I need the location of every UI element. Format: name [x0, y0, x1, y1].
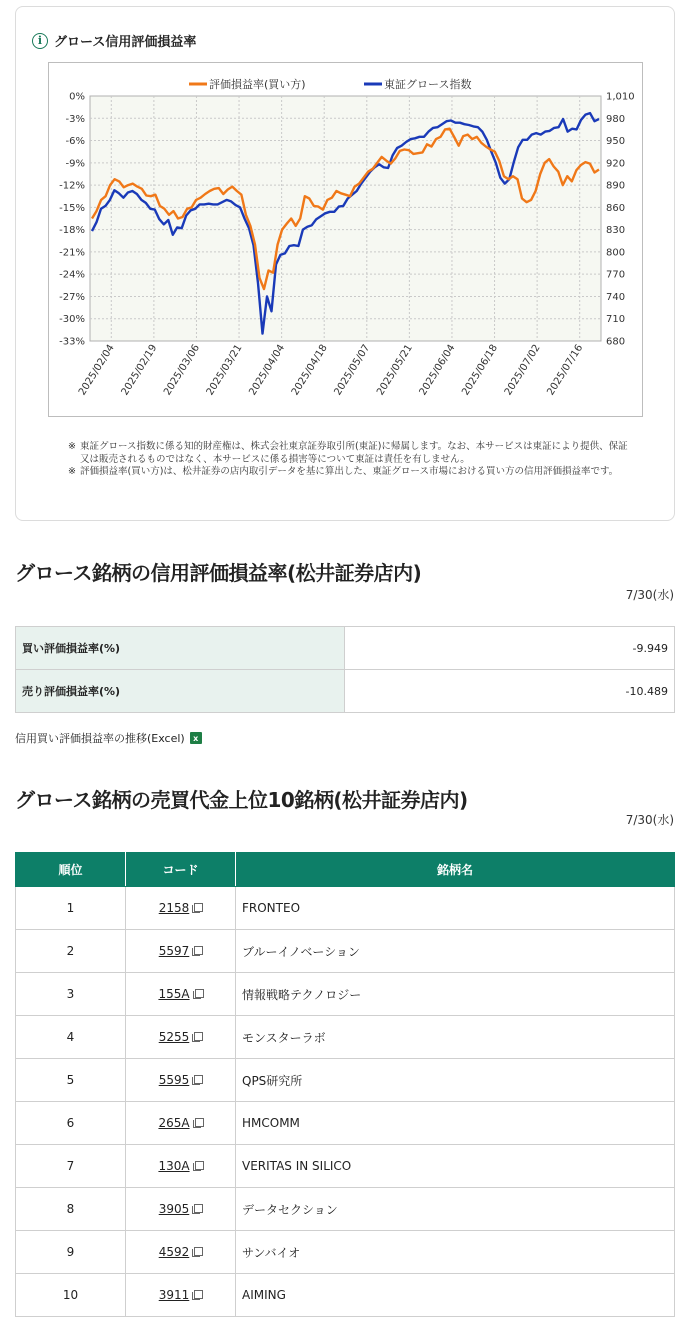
header-name: 銘柄名 — [236, 853, 675, 887]
copy-icon[interactable] — [192, 946, 202, 956]
table-header-row — [16, 853, 675, 887]
y-left-tick-label: -27% — [59, 291, 85, 303]
y-left-tick-label: -30% — [59, 314, 85, 326]
y-right-tick-label: 680 — [606, 336, 626, 348]
note-mark: ※ — [68, 441, 76, 452]
chart-frame — [48, 62, 643, 417]
stock-name-cell: 情報戦略テクノロジー — [236, 973, 675, 1016]
y-right-tick-label: 860 — [606, 202, 626, 214]
rank-cell: 1 — [16, 887, 126, 930]
y-right-tick-label: 950 — [606, 136, 626, 148]
code-cell — [126, 1059, 236, 1102]
stock-name-cell: モンスターラボ — [236, 1016, 675, 1059]
stock-name-cell: AIMING — [236, 1274, 675, 1317]
y-right-tick-label: 740 — [606, 291, 626, 303]
y-right-tick-label: 1,010 — [606, 91, 635, 103]
rank-cell: 9 — [16, 1231, 126, 1274]
stock-name-cell: VERITAS IN SILICO — [236, 1145, 675, 1188]
sell-rate-label: 売り評価損益率(%) — [16, 670, 345, 713]
stock-name-cell: QPS研究所 — [236, 1059, 675, 1102]
rank-cell: 5 — [16, 1059, 126, 1102]
note-text: 東証グロース指数に係る知的財産権は、株式会社東京証券取引所(東証)に帰属します。なお、本サービスは東証により提供、保証又は販売されるものではなく、本サービスに係る損害等について東証は責任を有しません。 — [80, 441, 628, 465]
x-tick-label: 2025/05/07 — [332, 342, 373, 398]
stock-code-link[interactable]: 5595 — [158, 1073, 190, 1087]
stock-code-link[interactable]: 2158 — [158, 901, 190, 915]
chart-notes — [68, 441, 628, 479]
stock-name-cell: HMCOMM — [236, 1102, 675, 1145]
x-tick-label: 2025/03/06 — [162, 342, 203, 398]
y-left-tick-label: -9% — [65, 158, 85, 170]
table-row — [16, 627, 675, 670]
table-row — [16, 1102, 675, 1145]
chart-title-text: グロース信用評価損益率 — [54, 35, 197, 50]
y-left-tick-label: 0% — [69, 91, 85, 103]
y-left-tick-label: -6% — [65, 136, 85, 148]
code-cell — [126, 1274, 236, 1317]
rank-cell: 10 — [16, 1274, 126, 1317]
x-tick-label: 2025/05/21 — [375, 342, 415, 398]
excel-link-text[interactable]: 信用買い評価損益率の推移(Excel) — [15, 732, 185, 745]
table-row — [16, 1016, 675, 1059]
code-cell — [126, 973, 236, 1016]
table-row — [16, 670, 675, 713]
x-tick-label: 2025/02/19 — [119, 342, 160, 398]
x-tick-label: 2025/07/16 — [545, 342, 586, 398]
code-cell — [126, 1188, 236, 1231]
sell-rate-value: -10.489 — [345, 670, 675, 713]
code-cell — [126, 1102, 236, 1145]
stock-code-link[interactable]: 265A — [158, 1116, 190, 1130]
y-right-tick-label: 710 — [606, 314, 626, 326]
section-title-margin-rate: グロース銘柄の信用評価損益率(松井証券店内) — [15, 561, 422, 585]
margin-rate-table — [15, 626, 675, 713]
chart-note — [68, 466, 628, 479]
y-right-tick-label: 800 — [606, 247, 626, 259]
y-right-tick-label: 920 — [606, 158, 626, 170]
legend-label: 評価損益率(買い方) — [209, 78, 306, 91]
stock-code-link[interactable]: 3911 — [158, 1288, 190, 1302]
y-right-tick-label: 890 — [606, 180, 626, 192]
x-tick-label: 2025/02/04 — [76, 342, 117, 398]
stock-code-link[interactable]: 155A — [158, 987, 190, 1001]
stock-code-link[interactable]: 3905 — [158, 1202, 190, 1216]
table-row — [16, 1231, 675, 1274]
stock-code-link[interactable]: 5255 — [158, 1030, 190, 1044]
rank-cell: 2 — [16, 930, 126, 973]
section-title-top10: グロース銘柄の売買代金上位10銘柄(松井証券店内) — [15, 788, 468, 812]
buy-rate-label: 買い評価損益率(%) — [16, 627, 345, 670]
y-right-tick-label: 770 — [606, 269, 626, 281]
code-cell — [126, 1016, 236, 1059]
stock-code-link[interactable]: 5597 — [158, 944, 190, 958]
y-left-tick-label: -12% — [59, 180, 85, 192]
y-right-tick-label: 980 — [606, 113, 626, 125]
copy-icon[interactable] — [193, 1118, 203, 1128]
table-row — [16, 1145, 675, 1188]
header-rank: 順位 — [16, 853, 126, 887]
y-left-tick-label: -21% — [59, 247, 85, 259]
code-cell — [126, 887, 236, 930]
table-row — [16, 1274, 675, 1317]
copy-icon[interactable] — [192, 1204, 202, 1214]
chart-card — [15, 6, 675, 521]
y-left-tick-label: -33% — [59, 336, 85, 348]
x-tick-label: 2025/06/18 — [460, 342, 501, 398]
rank-cell: 7 — [16, 1145, 126, 1188]
excel-download-link[interactable] — [15, 730, 202, 746]
table-row — [16, 930, 675, 973]
code-cell — [126, 930, 236, 973]
x-tick-label: 2025/03/21 — [204, 342, 245, 398]
stock-code-link[interactable]: 4592 — [158, 1245, 190, 1259]
y-right-tick-label: 830 — [606, 225, 626, 237]
rank-cell: 6 — [16, 1102, 126, 1145]
rank-cell: 3 — [16, 973, 126, 1016]
stock-name-cell: ブルーイノベーション — [236, 930, 675, 973]
copy-icon[interactable] — [192, 1290, 202, 1300]
stock-name-cell: FRONTEO — [236, 887, 675, 930]
plot-area — [90, 96, 601, 341]
y-left-tick-label: -18% — [59, 225, 85, 237]
x-tick-label: 2025/04/04 — [247, 342, 288, 398]
x-tick-label: 2025/06/04 — [417, 342, 458, 398]
table-body — [16, 887, 675, 1317]
section-date: 7/30(水) — [625, 813, 674, 827]
x-tick-label: 2025/07/02 — [502, 342, 543, 398]
y-left-tick-label: -3% — [65, 113, 85, 125]
code-cell — [126, 1231, 236, 1274]
buy-rate-value: -9.949 — [345, 627, 675, 670]
stock-name-cell: サンバイオ — [236, 1231, 675, 1274]
top10-table — [15, 852, 675, 1317]
table-row — [16, 887, 675, 930]
info-icon[interactable]: i — [32, 33, 48, 49]
section-date: 7/30(水) — [625, 588, 674, 602]
table-row — [16, 1059, 675, 1102]
note-mark: ※ — [68, 466, 76, 477]
header-code: コード — [126, 853, 236, 887]
copy-icon[interactable] — [193, 989, 203, 999]
copy-icon[interactable] — [192, 903, 202, 913]
legend-label: 東証グロース指数 — [384, 78, 472, 91]
note-text: 評価損益率(買い方)は、松井証券の店内取引データを基に算出した、東証グロース市場における買い方の信用評価損益率です。 — [80, 466, 619, 477]
stock-code-link[interactable]: 130A — [158, 1159, 190, 1173]
chart-card-title — [32, 31, 196, 50]
chart-note — [68, 441, 628, 466]
table-row — [16, 973, 675, 1016]
rank-cell: 8 — [16, 1188, 126, 1231]
y-left-tick-label: -15% — [59, 202, 85, 214]
y-left-tick-label: -24% — [59, 269, 85, 281]
copy-icon[interactable] — [192, 1032, 202, 1042]
excel-icon[interactable]: x — [190, 732, 202, 744]
copy-icon[interactable] — [192, 1075, 202, 1085]
stock-name-cell: データセクション — [236, 1188, 675, 1231]
line-chart — [49, 63, 644, 418]
x-tick-label: 2025/04/18 — [289, 342, 330, 398]
table-row — [16, 1188, 675, 1231]
code-cell — [126, 1145, 236, 1188]
rank-cell: 4 — [16, 1016, 126, 1059]
copy-icon[interactable] — [192, 1247, 202, 1257]
copy-icon[interactable] — [193, 1161, 203, 1171]
